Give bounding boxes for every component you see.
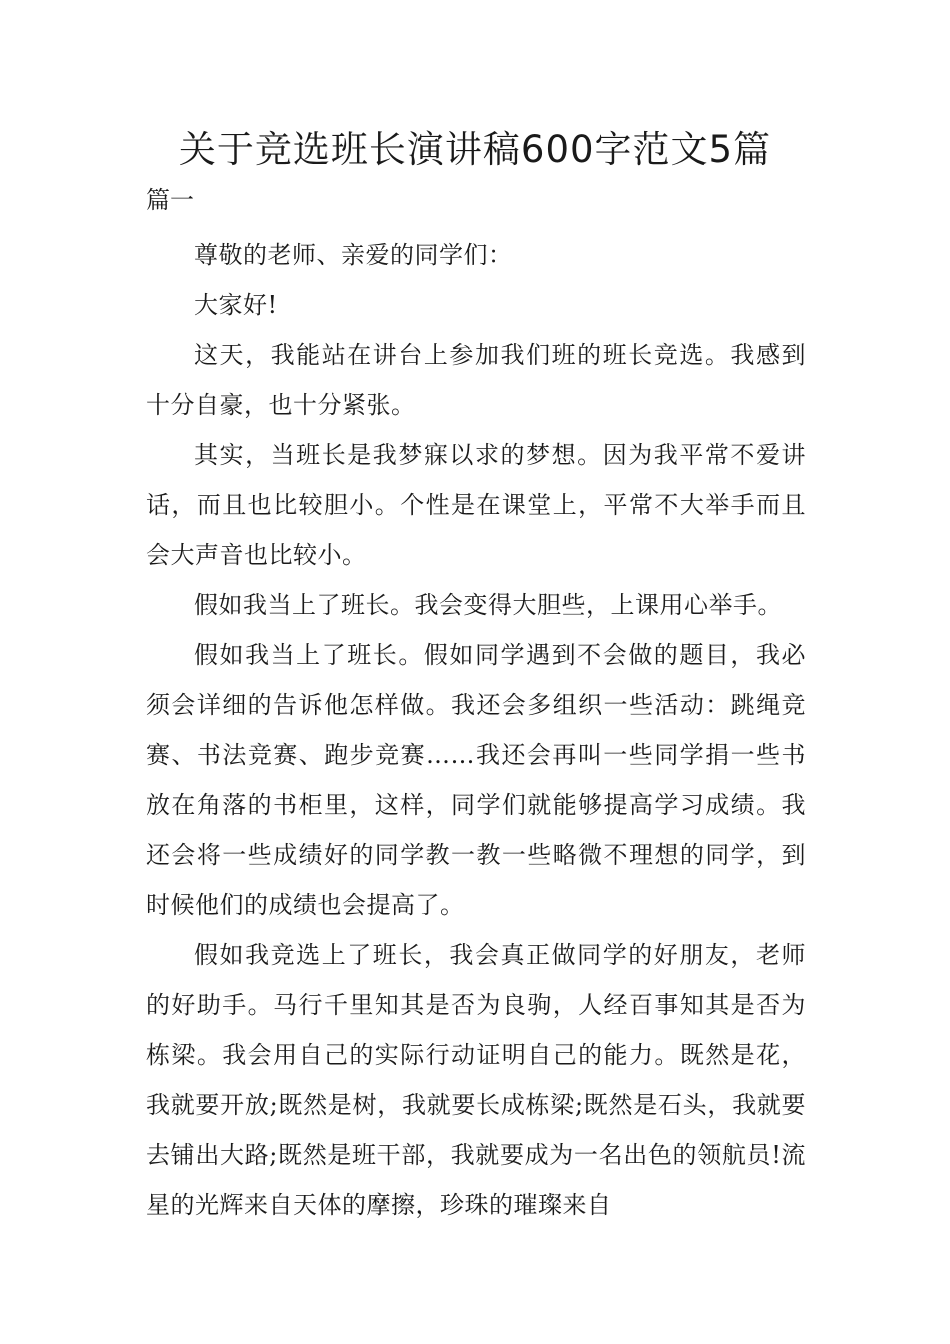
document-body (146, 230, 806, 1230)
paragraph: 这天，我能站在讲台上参加我们班的班长竞选。我感到十分自豪，也十分紧张。 (146, 341, 806, 419)
section-label: 篇一 (146, 186, 194, 214)
paragraph: 假如我竞选上了班长，我会真正做同学的好朋友，老师的好助手。马行千里知其是否为良驹，人经百事知其是否为栋梁。我会用自己的实际行动证明自己的能力。既然是花，我就要开放;既然是树，我就要长成栋梁;既然是石头，我就要去铺出大路;既然是班干部，我就要成为一名出色的领航员!流星的光辉来自天体的摩擦，珍珠的璀璨来自 (146, 941, 806, 1219)
paragraph-greeting: 大家好! (194, 291, 278, 319)
paragraph: 其实，当班长是我梦寐以求的梦想。因为我平常不爱讲话，而且也比较胆小。个性是在课堂上，平常不大举手而且会大声音也比较小。 (146, 441, 806, 569)
paragraph-salutation: 尊敬的老师、亲爱的同学们： (194, 241, 513, 269)
document-title: 关于竞选班长演讲稿600字范文5篇 (178, 128, 772, 171)
paragraph: 假如我当上了班长。我会变得大胆些，上课用心举手。 (194, 591, 782, 619)
paragraph: 假如我当上了班长。假如同学遇到不会做的题目，我必须会详细的告诉他怎样做。我还会多组织一些活动：跳绳竞赛、书法竞赛、跑步竞赛……我还会再叫一些同学捐一些书放在角落的书柜里，这样，同学们就能够提高学习成绩。我还会将一些成绩好的同学教一教一些略微不理想的同学，到时候他们的成绩也会提高了。 (146, 641, 806, 919)
